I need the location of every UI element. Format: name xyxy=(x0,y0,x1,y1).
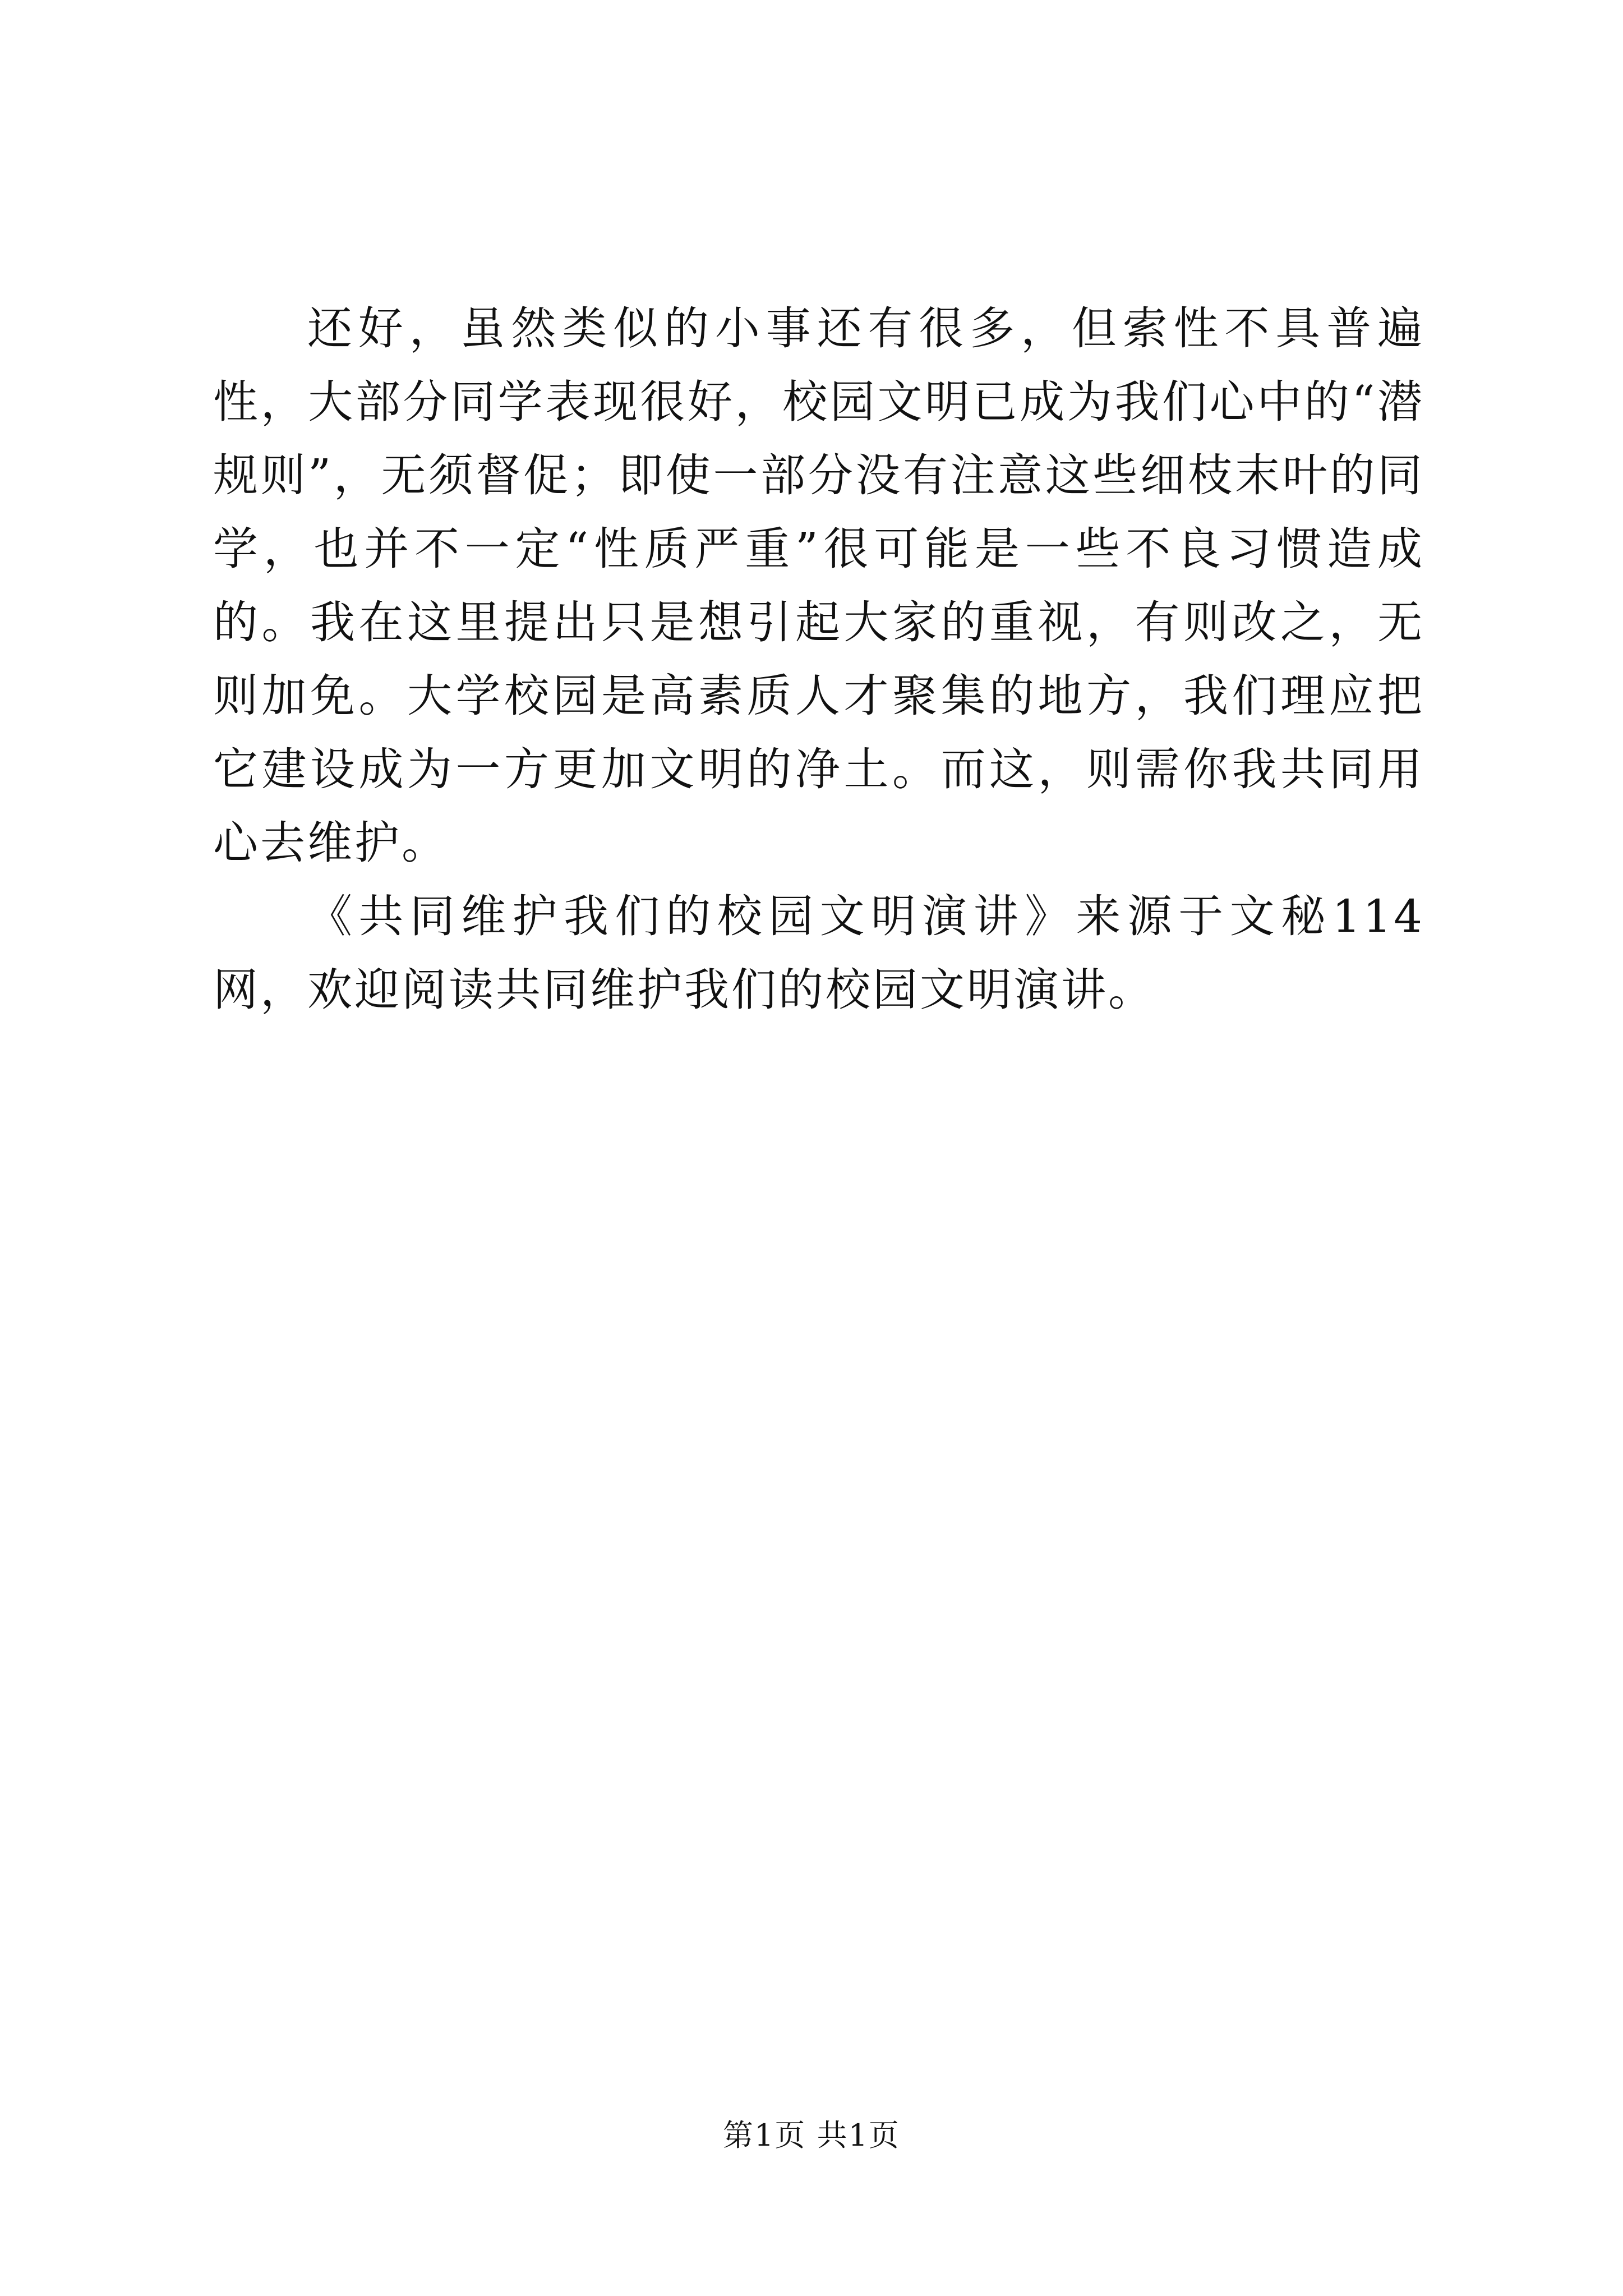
page-number-footer: 第1页 共1页 xyxy=(723,2118,900,2153)
paragraph-1: 还好，虽然类似的小事还有很多，但索性不具普遍性，大部分同学表现很好，校园文明已成为我们心中的“潜规则”，无须督促；即使一部分没有注意这些细枝末叶的同学，也并不一定“性质严重”很可能是一些不良习惯造成的。我在这里提出只是想引起大家的重视，有则改之，无则加免。大学校园是高素质人才聚集的地方，我们理应把它建设成为一方更加文明的净土。而这，则需你我共同用心去维护。 xyxy=(213,302,1424,869)
document-body xyxy=(213,292,1424,1027)
paragraph-2: 《共同维护我们的校园文明演讲》来源于文秘114网，欢迎阅读共同维护我们的校园文明演讲。 xyxy=(213,890,1424,1016)
